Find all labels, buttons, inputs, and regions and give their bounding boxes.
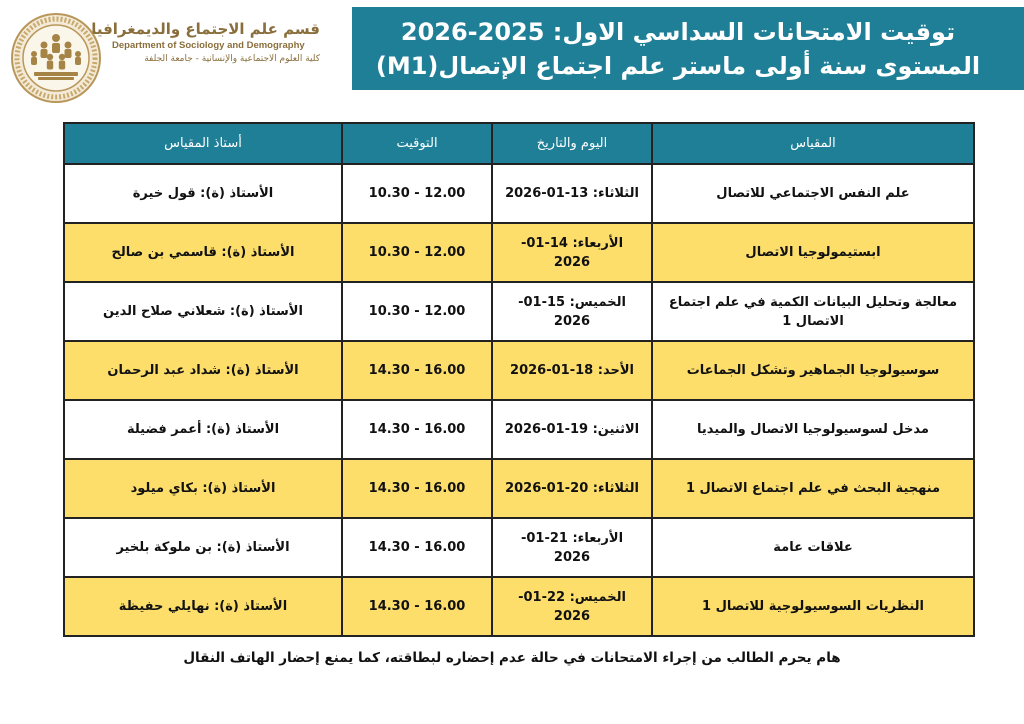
cell-time: 10.30 - 12.00 [342,223,492,282]
cell-date: الأحد: 18-01-2026 [492,341,652,400]
cell-time: 10.30 - 12.00 [342,164,492,223]
cell-date: الخميس: 15-01-2026 [492,282,652,341]
cell-subject: النظريات السوسيولوجية للاتصال 1 [652,577,974,636]
cell-subject: علم النفس الاجتماعي للاتصال [652,164,974,223]
header-date: اليوم والتاريخ [492,123,652,164]
logo-name-english: Department of Sociology and Demography [112,40,305,51]
table-row [64,518,974,577]
table-row [64,341,974,400]
cell-time: 14.30 - 16.00 [342,400,492,459]
logo-faculty: كلية العلوم الاجتماعية والإنسانية - جامعة الجلفة [144,54,320,64]
cell-professor: الأستاذ (ة): قاسمي بن صالح [64,223,342,282]
table-row [64,459,974,518]
cell-subject: منهجية البحث في علم اجتماع الاتصال 1 [652,459,974,518]
header-professor: أستاذ المقياس [64,123,342,164]
header-subject: المقياس [652,123,974,164]
table-row [64,282,974,341]
cell-date: الأربعاء: 14-01-2026 [492,223,652,282]
title-line-2: المستوى سنة أولى ماستر علم اجتماع الإتصال(M1) [375,52,981,80]
cell-subject: علاقات عامة [652,518,974,577]
department-seal-icon [10,12,102,104]
department-logo [10,12,330,104]
table-row [64,400,974,459]
cell-professor: الأستاذ (ة): شعلاني صلاح الدين [64,282,342,341]
table-header-row [64,123,974,164]
cell-professor: الأستاذ (ة): أعمر فضيلة [64,400,342,459]
cell-time: 10.30 - 12.00 [342,282,492,341]
cell-professor: الأستاذ (ة): نهايلي حفيظة [64,577,342,636]
title-banner [352,7,1024,90]
table-row [64,223,974,282]
cell-professor: الأستاذ (ة): قول خيرة [64,164,342,223]
cell-date: الخميس: 22-01-2026 [492,577,652,636]
cell-date: الثلاثاء: 20-01-2026 [492,459,652,518]
cell-date: الثلاثاء: 13-01-2026 [492,164,652,223]
cell-professor: الأستاذ (ة): شداد عبد الرحمان [64,341,342,400]
header-time: التوقيت [342,123,492,164]
cell-professor: الأستاذ (ة): بن ملوكة بلخير [64,518,342,577]
cell-date: الاثنين: 19-01-2026 [492,400,652,459]
cell-subject: ابستيمولوجيا الاتصال [652,223,974,282]
cell-time: 14.30 - 16.00 [342,459,492,518]
cell-time: 14.30 - 16.00 [342,341,492,400]
cell-subject: سوسيولوجيا الجماهير وتشكل الجماعات [652,341,974,400]
cell-date: الأربعاء: 21-01-2026 [492,518,652,577]
table-row [64,164,974,223]
exam-schedule-table [63,122,975,637]
table-row [64,577,974,636]
cell-time: 14.30 - 16.00 [342,518,492,577]
title-line-1: توقيت الامتحانات السداسي الاول: 2025-2026 [400,18,956,46]
logo-name-arabic: قسم علم الاجتماع والديمغرافيا [91,20,320,38]
important-notice: هام يحرم الطالب من إجراء الامتحانات في حالة عدم إحضاره لبطاقته، كما يمنع إحضار الهاتف النقال [183,650,841,666]
cell-subject: مدخل لسوسيولوجيا الاتصال والميديا [652,400,974,459]
cell-subject: معالجة وتحليل البيانات الكمية في علم اجتماع الاتصال 1 [652,282,974,341]
cell-professor: الأستاذ (ة): بكاي ميلود [64,459,342,518]
cell-time: 14.30 - 16.00 [342,577,492,636]
